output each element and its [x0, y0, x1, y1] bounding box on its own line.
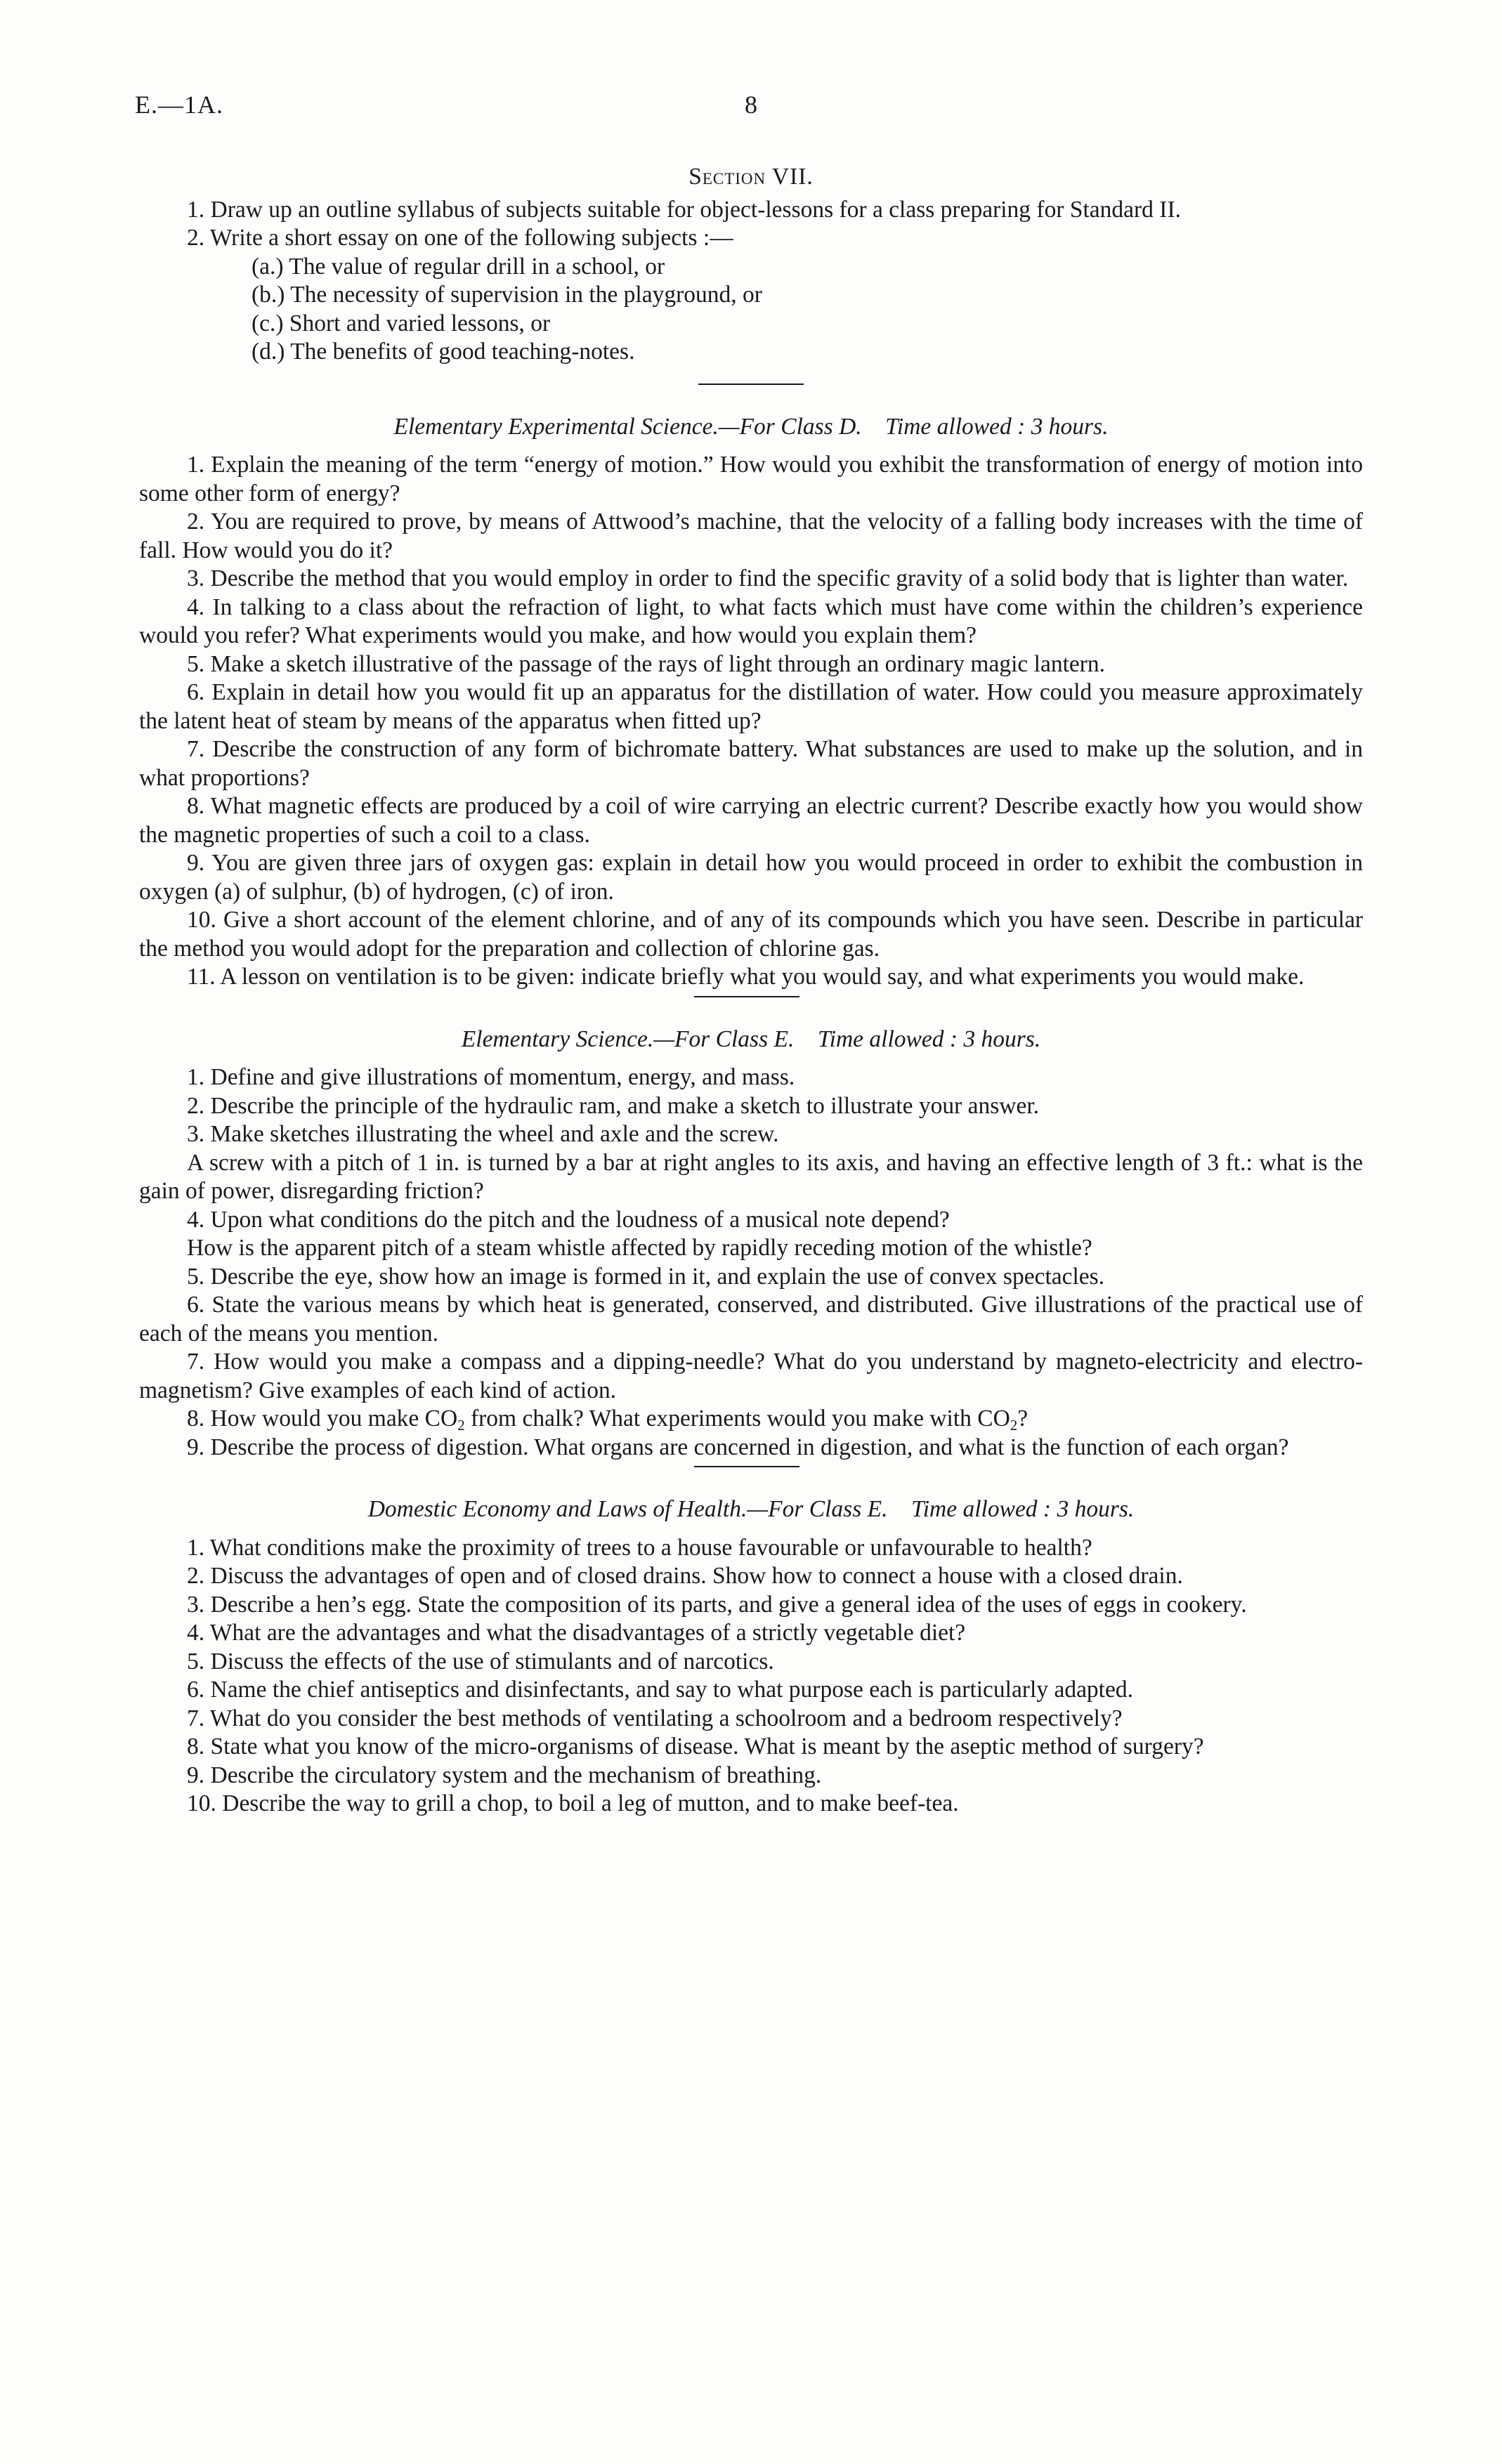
- question: 3. Describe the method that you would employ in order to find the specific gravity of a solid body that is lighter than water.: [187, 565, 1349, 591]
- question-text: ?: [1017, 1405, 1028, 1431]
- question: 4. Upon what conditions do the pitch and the loudness of a musical note depend?: [187, 1206, 950, 1233]
- page-number: 8: [745, 91, 757, 119]
- question: 9. Describe the process of digestion. What organs are concerned in digestion, and what is the function of each organ?: [187, 1434, 1289, 1460]
- question: 9. You are given three jars of oxygen gas: explain in detail how you would proceed in order to exhibit the combustion in oxygen (a) of sulphur, (b) of hydrogen, (c) of iron.: [139, 850, 1363, 905]
- question: 10. Describe the way to grill a chop, to boil a leg of mutton, and to make beef-tea.: [187, 1790, 959, 1816]
- section-title-text: Elementary Experimental Science.—For Class D.: [393, 413, 862, 440]
- question: 5. Describe the eye, show how an image is formed in it, and explain the use of convex spectacles.: [187, 1263, 1105, 1290]
- section-title: [139, 1025, 1363, 1054]
- page-content: [139, 163, 1363, 1818]
- section-title: [139, 1495, 1363, 1524]
- section-title-text: Domestic Economy and Laws of Health.—For Class E.: [367, 1496, 888, 1522]
- question: 3. Describe a hen’s egg. State the composition of its parts, and give a general idea of the uses of eggs in cookery.: [187, 1591, 1247, 1618]
- page-header: [135, 90, 1367, 132]
- question-text: from chalk? What experiments would you make with CO: [464, 1405, 1010, 1431]
- subscript: 2: [457, 1417, 465, 1434]
- experimental-science-section: [139, 413, 1363, 997]
- elementary-science-section: [139, 1025, 1363, 1468]
- section-divider: [698, 384, 804, 385]
- question: 2. You are required to prove, by means of Attwood’s machine, that the velocity of a falling body increases with the time of fall. How would you do it?: [139, 509, 1363, 563]
- domestic-economy-section: [139, 1495, 1363, 1818]
- question: 1. Define and give illustrations of momentum, energy, and mass.: [187, 1064, 795, 1090]
- question: A screw with a pitch of 1 in. is turned by a bar at right angles to its axis, and having an effective length of 3 ft.: what is the gain of power, disregarding friction?: [139, 1149, 1363, 1204]
- question: 9. Describe the circulatory system and the mechanism of breathing.: [187, 1762, 822, 1788]
- section-title-text: Elementary Science.—For Class E.: [461, 1025, 795, 1052]
- question: 8. State what you know of the micro-organisms of disease. What is meant by the aseptic method of surgery?: [187, 1734, 1204, 1759]
- question: 2. Describe the principle of the hydraulic ram, and make a sketch to illustrate your answer.: [187, 1092, 1040, 1119]
- section-vii: [139, 163, 1363, 385]
- question: 5. Discuss the effects of the use of stimulants and of narcotics.: [187, 1648, 774, 1675]
- question: 11. A lesson on ventilation is to be given: indicate briefly what you would say, and what experiments you would make.: [187, 964, 1305, 990]
- question: 8. What magnetic effects are produced by a coil of wire carrying an electric current? Describe exactly how you would show the magnetic properties of such a coil to a class.: [139, 793, 1363, 848]
- question: [139, 1405, 1363, 1434]
- sub-item: (c.) Short and varied lessons, or: [252, 310, 551, 336]
- question: 1. Draw up an outline syllabus of subjects suitable for object-lessons for a class preparing for Standard II.: [187, 196, 1181, 223]
- section-title: [139, 413, 1363, 442]
- question: 5. Make a sketch illustrative of the passage of the rays of light through an ordinary magic lantern.: [187, 650, 1106, 677]
- question: 4. In talking to a class about the refraction of light, to what facts which must have come within the children’s experience would you refer? What experiments would you make, and how would you explain them?: [139, 594, 1363, 648]
- question: 7. How would you make a compass and a dipping-needle? What do you understand by magneto-electricity and electro-magnetism? Give examples of each kind of action.: [139, 1349, 1363, 1403]
- time-allowed: Time allowed : 3 hours.: [885, 413, 1109, 440]
- question: 6. Explain in detail how you would fit up an apparatus for the distillation of water. How could you measure approximately the latent heat of steam by means of the apparatus when fitted up?: [139, 679, 1363, 734]
- question: 1. Explain the meaning of the term “energy of motion.” How would you exhibit the transformation of energy of motion into some other form of energy?: [139, 452, 1363, 506]
- question: 1. What conditions make the proximity of trees to a house favourable or unfavourable to health?: [187, 1534, 1092, 1561]
- sub-item: (d.) The benefits of good teaching-notes.: [252, 339, 635, 365]
- question: 7. Describe the construction of any form of bichromate battery. What substances are used to make up the solution, and in what proportions?: [139, 736, 1363, 791]
- question: 2. Write a short essay on one of the following subjects :—: [187, 225, 733, 251]
- question: 3. Make sketches illustrating the wheel and axle and the screw.: [187, 1121, 779, 1147]
- question: 7. What do you consider the best methods of ventilating a schoolroom and a bedroom respectively?: [187, 1705, 1123, 1731]
- question: How is the apparent pitch of a steam whistle affected by rapidly receding motion of the whistle?: [187, 1235, 1092, 1261]
- question: 2. Discuss the advantages of open and of closed drains. Show how to connect a house with a closed drain.: [187, 1563, 1183, 1589]
- sub-item: (a.) The value of regular drill in a school, or: [252, 253, 665, 280]
- time-allowed: Time allowed : 3 hours.: [817, 1025, 1041, 1052]
- question-text: 8. How would you make CO: [187, 1405, 458, 1431]
- section-divider: [694, 1466, 799, 1467]
- time-allowed: Time allowed : 3 hours.: [910, 1496, 1135, 1522]
- question: 6. Name the chief antiseptics and disinfectants, and say to what purpose each is particularly adapted.: [187, 1677, 1133, 1703]
- section-divider: [694, 996, 799, 997]
- subscript: 2: [1010, 1417, 1018, 1434]
- document-reference: E.—1A.: [135, 91, 223, 119]
- section-heading: Section VII.: [688, 164, 814, 190]
- question: 4. What are the advantages and what the disadvantages of a strictly vegetable diet?: [187, 1620, 966, 1646]
- question: 6. State the various means by which heat is generated, conserved, and distributed. Give illustrations of the practical use of each of the means you mention.: [139, 1292, 1363, 1346]
- question: 10. Give a short account of the element chlorine, and of any of its compounds which you have seen. Describe in particular the method you would adopt for the preparation and collection of chlorine gas.: [139, 907, 1363, 962]
- sub-item: (b.) The necessity of supervision in the playground, or: [252, 282, 762, 308]
